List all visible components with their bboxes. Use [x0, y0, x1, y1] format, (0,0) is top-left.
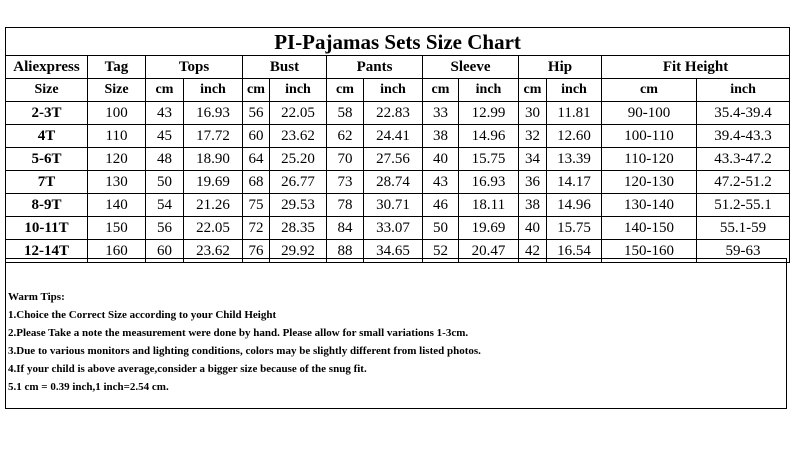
table-cell: 150 — [88, 217, 146, 240]
table-cell: 17.72 — [184, 125, 243, 148]
table-row — [6, 194, 790, 217]
table-cell: 27.56 — [364, 148, 423, 171]
table-cell: 70 — [327, 148, 364, 171]
table-cell: 16.54 — [547, 240, 602, 263]
tip-line: 3.Due to various monitors and lighting conditions, colors may be slightly different from listed photos. — [8, 345, 481, 357]
size-chart-table — [5, 27, 790, 263]
table-cell: 33 — [423, 102, 459, 125]
table-cell: 22.83 — [364, 102, 423, 125]
table-cell: 15.75 — [459, 148, 519, 171]
table-cell: 160 — [88, 240, 146, 263]
table-cell: 28.74 — [364, 171, 423, 194]
table-cell: 76 — [243, 240, 270, 263]
header-unit-cm: cm — [602, 79, 697, 102]
table-cell: 18.11 — [459, 194, 519, 217]
header-unit-inch: inch — [364, 79, 423, 102]
size-cell: 8-9T — [6, 194, 88, 217]
table-cell: 130 — [88, 171, 146, 194]
table-cell: 62 — [327, 125, 364, 148]
header-unit-inch: inch — [697, 79, 790, 102]
table-cell: 29.53 — [270, 194, 327, 217]
header-unit-cm: cm — [519, 79, 547, 102]
table-row — [6, 217, 790, 240]
size-cell: 4T — [6, 125, 88, 148]
table-cell: 42 — [519, 240, 547, 263]
table-cell: 64 — [243, 148, 270, 171]
table-cell: 58 — [327, 102, 364, 125]
table-cell: 19.69 — [184, 171, 243, 194]
table-cell: 11.81 — [547, 102, 602, 125]
table-cell: 43 — [423, 171, 459, 194]
table-cell: 48 — [146, 148, 184, 171]
table-cell: 56 — [146, 217, 184, 240]
table-cell: 15.75 — [547, 217, 602, 240]
table-cell: 100-110 — [602, 125, 697, 148]
header-unit-inch: inch — [270, 79, 327, 102]
table-cell: 25.20 — [270, 148, 327, 171]
table-cell: 54 — [146, 194, 184, 217]
table-cell: 60 — [146, 240, 184, 263]
size-chart-body — [6, 28, 790, 263]
table-cell: 72 — [243, 217, 270, 240]
table-row — [6, 148, 790, 171]
table-cell: 45 — [146, 125, 184, 148]
table-cell: 33.07 — [364, 217, 423, 240]
tip-line: 2.Please Take a note the measurement were done by hand. Please allow for small variations 1-3cm. — [8, 327, 469, 339]
header-unit-cm: cm — [146, 79, 184, 102]
table-cell: 50 — [146, 171, 184, 194]
size-cell: 10-11T — [6, 217, 88, 240]
table-cell: 12.60 — [547, 125, 602, 148]
size-cell: 2-3T — [6, 102, 88, 125]
header-size: Size — [88, 79, 146, 102]
table-cell: 38 — [423, 125, 459, 148]
table-cell: 46 — [423, 194, 459, 217]
table-cell: 110 — [88, 125, 146, 148]
size-cell: 5-6T — [6, 148, 88, 171]
header-unit-cm: cm — [243, 79, 270, 102]
table-cell: 100 — [88, 102, 146, 125]
table-cell: 130-140 — [602, 194, 697, 217]
header-size: Size — [6, 79, 88, 102]
table-cell: 38 — [519, 194, 547, 217]
table-cell: 52 — [423, 240, 459, 263]
table-cell: 40 — [423, 148, 459, 171]
table-cell: 12.99 — [459, 102, 519, 125]
table-cell: 16.93 — [459, 171, 519, 194]
header-unit-cm: cm — [327, 79, 364, 102]
header-row-units — [6, 79, 790, 102]
table-cell: 22.05 — [184, 217, 243, 240]
table-cell: 60 — [243, 125, 270, 148]
table-cell: 36 — [519, 171, 547, 194]
table-cell: 56 — [243, 102, 270, 125]
size-chart — [5, 27, 789, 263]
size-cell: 7T — [6, 171, 88, 194]
table-cell: 43.3-47.2 — [697, 148, 790, 171]
header-tag: Tag — [88, 56, 146, 79]
table-cell: 29.92 — [270, 240, 327, 263]
table-cell: 20.47 — [459, 240, 519, 263]
table-cell: 35.4-39.4 — [697, 102, 790, 125]
table-cell: 26.77 — [270, 171, 327, 194]
table-cell: 30.71 — [364, 194, 423, 217]
tip-line: 5.1 cm = 0.39 inch,1 inch=2.54 cm. — [8, 381, 169, 393]
table-cell: 73 — [327, 171, 364, 194]
tip-line: 4.If your child is above average,consider a bigger size because of the snug fit. — [8, 363, 367, 375]
header-unit-inch: inch — [184, 79, 243, 102]
header-pants: Pants — [327, 56, 423, 79]
table-cell: 75 — [243, 194, 270, 217]
table-cell: 28.35 — [270, 217, 327, 240]
table-cell: 150-160 — [602, 240, 697, 263]
header-sleeve: Sleeve — [423, 56, 519, 79]
table-cell: 22.05 — [270, 102, 327, 125]
header-unit-cm: cm — [423, 79, 459, 102]
table-cell: 40 — [519, 217, 547, 240]
title-row — [6, 28, 790, 56]
header-row-top — [6, 56, 790, 79]
table-cell: 90-100 — [602, 102, 697, 125]
table-cell: 78 — [327, 194, 364, 217]
table-cell: 13.39 — [547, 148, 602, 171]
table-cell: 39.4-43.3 — [697, 125, 790, 148]
table-cell: 120 — [88, 148, 146, 171]
header-aliexpress: Aliexpress — [6, 56, 88, 79]
table-cell: 23.62 — [184, 240, 243, 263]
header-unit-inch: inch — [459, 79, 519, 102]
table-cell: 140 — [88, 194, 146, 217]
table-cell: 16.93 — [184, 102, 243, 125]
table-cell: 50 — [423, 217, 459, 240]
table-cell: 32 — [519, 125, 547, 148]
table-cell: 14.96 — [547, 194, 602, 217]
tip-line: 1.Choice the Correct Size according to your Child Height — [8, 309, 277, 321]
table-cell: 14.17 — [547, 171, 602, 194]
table-cell: 19.69 — [459, 217, 519, 240]
warm-tips-heading: Warm Tips: — [8, 291, 65, 303]
table-cell: 43 — [146, 102, 184, 125]
table-cell: 84 — [327, 217, 364, 240]
header-bust: Bust — [243, 56, 327, 79]
table-cell: 23.62 — [270, 125, 327, 148]
table-cell: 34.65 — [364, 240, 423, 263]
table-cell: 68 — [243, 171, 270, 194]
warm-tips-box — [5, 258, 787, 409]
table-cell: 88 — [327, 240, 364, 263]
table-cell: 140-150 — [602, 217, 697, 240]
header-fit-height: Fit Height — [602, 56, 790, 79]
chart-title: PI-Pajamas Sets Size Chart — [6, 28, 790, 56]
table-row — [6, 125, 790, 148]
table-cell: 30 — [519, 102, 547, 125]
table-cell: 59-63 — [697, 240, 790, 263]
table-row — [6, 171, 790, 194]
table-cell: 55.1-59 — [697, 217, 790, 240]
table-cell: 34 — [519, 148, 547, 171]
table-cell: 24.41 — [364, 125, 423, 148]
table-cell: 47.2-51.2 — [697, 171, 790, 194]
table-cell: 51.2-55.1 — [697, 194, 790, 217]
table-cell: 18.90 — [184, 148, 243, 171]
header-hip: Hip — [519, 56, 602, 79]
table-cell: 110-120 — [602, 148, 697, 171]
header-tops: Tops — [146, 56, 243, 79]
table-row — [6, 102, 790, 125]
table-cell: 120-130 — [602, 171, 697, 194]
size-cell: 12-14T — [6, 240, 88, 263]
table-cell: 14.96 — [459, 125, 519, 148]
table-cell: 21.26 — [184, 194, 243, 217]
header-unit-inch: inch — [547, 79, 602, 102]
